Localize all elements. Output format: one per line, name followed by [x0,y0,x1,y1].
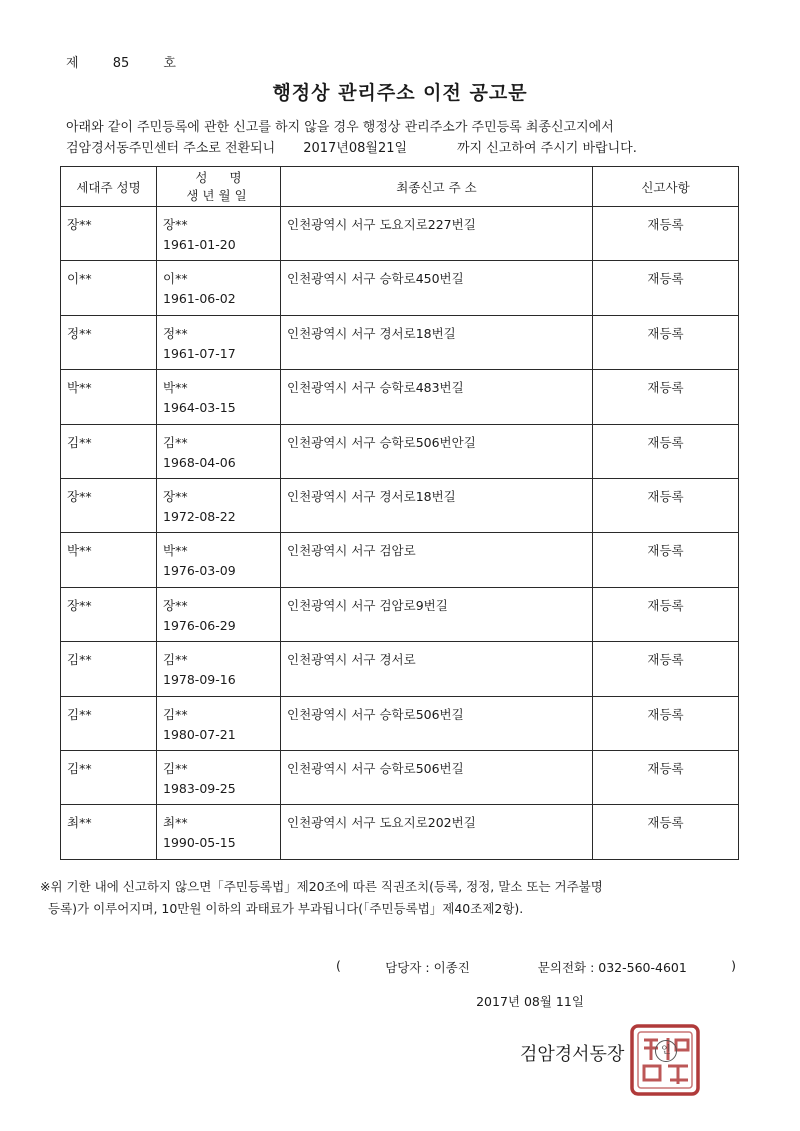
birth-date: 1990-05-15 [163,835,236,851]
report-cell [593,750,739,804]
householder-cell [61,478,157,532]
resident-name: 장** [163,217,188,232]
resident-name: 장** [163,597,188,613]
doc-number-suffix: 호 [163,56,176,71]
footnote-line-2: 등록)가 이루어지며, 10만원 이하의 과태료가 부과됩니다(「주민등록법」제40조제2항). [48,901,524,916]
last-address: 인천광역시 서구 경서로18번길 [287,488,456,504]
name-birth-cell [157,315,281,369]
address-cell [281,642,593,696]
householder-name: 이** [67,271,92,287]
last-address: 인천광역시 서구 검암로9번길 [287,597,448,613]
table-row [61,587,739,641]
householder-name: 김** [67,706,92,722]
householder-cell [61,424,157,478]
header-name-birth [157,167,281,207]
report-type: 재등록 [647,488,684,504]
householder-cell [61,805,157,859]
resident-name: 김** [163,652,188,668]
householder-cell [61,587,157,641]
last-address: 인천광역시 서구 경서로18번길 [287,325,456,341]
birth-date: 1968-04-06 [163,454,236,470]
report-type: 재등록 [647,271,684,287]
householder-cell [61,261,157,315]
report-type: 재등록 [647,760,684,776]
address-cell [281,805,593,859]
table-row [61,696,739,750]
table-row [61,315,739,369]
householder-name: 장** [67,597,92,613]
householder-name: 박** [67,543,92,559]
page-title: 행정상 관리주소 이전 공고문 [272,82,528,104]
birth-date: 1961-01-20 [163,237,236,252]
last-address: 인천광역시 서구 승학로506번길 [287,760,464,776]
document-number [66,52,176,71]
address-cell [281,587,593,641]
address-cell [281,750,593,804]
householder-cell [61,642,157,696]
header-name: 성명 [195,169,264,185]
report-type: 재등록 [647,706,684,722]
report-cell [593,315,739,369]
householder-cell [61,370,157,424]
householder-name: 김** [67,434,92,450]
resident-name: 김** [163,706,188,722]
contact-person: 담당자 : 이종진 [385,960,470,975]
footnote-line-1: ※위 기한 내에 신고하지 않으면「주민등록법」제20조에 따른 직권조치(등록, 정정, 말소 또는 거주불명 [40,879,603,894]
birth-date: 1961-06-02 [163,291,236,307]
name-birth-cell [157,424,281,478]
resident-name: 장** [163,488,188,504]
notice-table [60,166,739,860]
table-header-row [61,167,739,207]
name-birth-cell [157,805,281,859]
intro-line-1: 아래와 같이 주민등록에 관한 신고를 하지 않을 경우 행정상 관리주소가 주민등록 최종신고지에서 [66,120,614,135]
birth-date: 1983-09-25 [163,780,236,796]
table-row [61,424,739,478]
resident-name: 박** [163,543,188,559]
report-cell [593,261,739,315]
householder-name: 정** [67,325,92,341]
report-cell [593,207,739,261]
householder-cell [61,696,157,750]
address-cell [281,424,593,478]
last-address: 인천광역시 서구 승학로450번길 [287,271,464,287]
name-birth-cell [157,533,281,587]
last-address: 인천광역시 서구 승학로483번길 [287,380,464,396]
name-birth-cell [157,478,281,532]
householder-name: 장** [67,488,92,504]
table-row [61,207,739,261]
resident-name: 김** [163,434,188,450]
table-row [61,370,739,424]
report-cell [593,696,739,750]
last-address: 인천광역시 서구 경서로 [287,652,416,668]
report-type: 재등록 [647,380,684,396]
last-address: 인천광역시 서구 승학로506번길 [287,706,464,722]
birth-date: 1976-03-09 [163,563,236,579]
report-cell [593,370,739,424]
resident-name: 박** [163,380,188,396]
last-address: 인천광역시 서구 검암로 [287,543,416,559]
name-birth-cell [157,587,281,641]
report-type: 재등록 [647,597,684,613]
birth-date: 1961-07-17 [163,345,236,361]
last-address: 인천광역시 서구 도요지로202번길 [287,815,476,831]
table-row [61,478,739,532]
householder-name: 최** [67,815,92,831]
householder-name: 김** [67,652,92,668]
resident-name: 최** [163,815,188,831]
issuer-name: 검암경서동장 [520,1044,625,1065]
name-birth-cell [157,642,281,696]
name-birth-cell [157,207,281,261]
intro-line-2 [66,138,726,159]
doc-number-value: 85 [112,56,130,71]
penalty-footnote [40,876,760,920]
report-cell [593,642,739,696]
address-cell [281,370,593,424]
address-cell [281,261,593,315]
address-cell [281,315,593,369]
table-row [61,261,739,315]
resident-name: 이** [163,271,188,287]
contact-phone: 문의전화 : 032-560-4601 [537,960,687,975]
table-row [61,533,739,587]
report-cell [593,587,739,641]
name-birth-cell [157,261,281,315]
contact-open-paren: ( [336,958,341,973]
contact-close-paren: ) [731,958,736,973]
householder-cell [61,750,157,804]
issue-date: 2017년 08월 11일 [476,994,584,1009]
address-cell [281,696,593,750]
report-cell [593,805,739,859]
intro-line-2-end: 까지 신고하여 주시기 바랍니다. [457,141,637,156]
report-type: 재등록 [647,434,684,450]
householder-name: 김** [67,760,92,776]
report-type: 재등록 [647,815,684,831]
header-address: 최종신고 주 소 [281,167,593,207]
householder-cell [61,533,157,587]
address-cell [281,533,593,587]
resident-name: 김** [163,760,188,776]
table-row [61,805,739,859]
header-report: 신고사항 [593,167,739,207]
contact-info [336,958,736,976]
name-birth-cell [157,750,281,804]
address-cell [281,207,593,261]
report-cell [593,478,739,532]
householder-name: 박** [67,380,92,396]
intro-line-2-start: 검암경서동주민센터 주소로 전환되니 [66,141,276,156]
last-address: 인천광역시 서구 도요지로227번길 [287,217,476,232]
name-birth-cell [157,370,281,424]
birth-date: 1976-06-29 [163,617,236,633]
birth-date: 1964-03-15 [163,400,236,416]
deadline-date: 2017년08월21일 [303,141,408,156]
last-address: 인천광역시 서구 승학로506번안길 [287,434,476,450]
householder-cell [61,315,157,369]
birth-date: 1972-08-22 [163,508,236,524]
name-birth-cell [157,696,281,750]
resident-name: 정** [163,325,188,341]
report-type: 재등록 [647,217,684,232]
report-cell [593,424,739,478]
householder-cell [61,207,157,261]
birth-date: 1980-07-21 [163,726,236,742]
householder-name: 장** [67,217,92,232]
header-householder: 세대주 성명 [61,167,157,207]
table-row [61,642,739,696]
address-cell [281,478,593,532]
report-type: 재등록 [647,543,684,559]
birth-date: 1978-09-16 [163,672,236,688]
intro-paragraph [66,117,726,159]
table-row [61,750,739,804]
report-cell [593,533,739,587]
report-type: 재등록 [647,325,684,341]
report-type: 재등록 [647,652,684,668]
header-birth: 생년월일 [186,187,251,203]
doc-number-prefix: 제 [66,56,79,71]
small-seal-icon: 인 [655,1040,677,1062]
